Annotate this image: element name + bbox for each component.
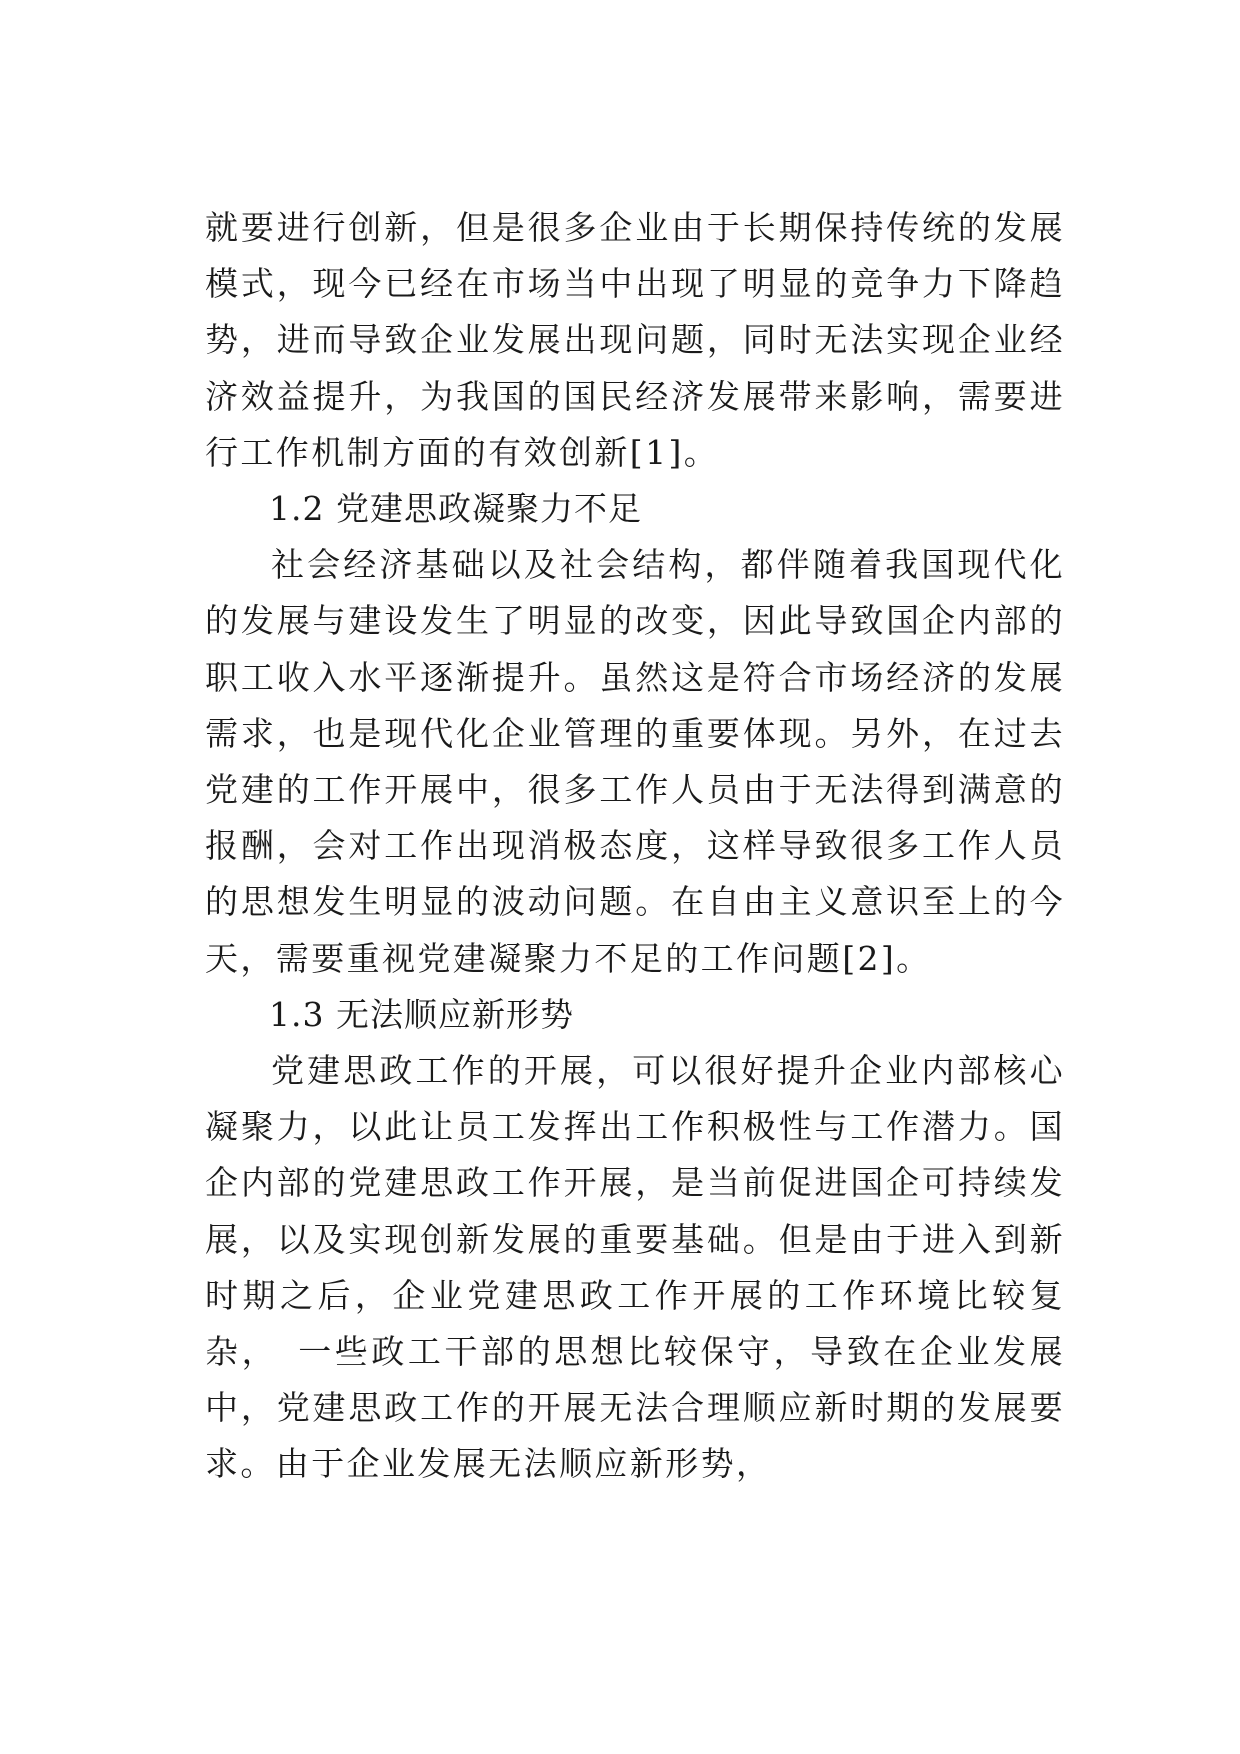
document-body — [205, 200, 1065, 1493]
section-heading-1-3: 1.3 无法顺应新形势 — [269, 994, 574, 1034]
paragraph-continuation: 就要进行创新，但是很多企业由于长期保持传统的发展模式，现今已经在市场当中出现了明显的竞争力下降趋势，进而导致企业发展出现问题，同时无法实现企业经济效益提升，为我国的国民经济发展带来影响，需要进行工作机制方面的有效创新[1]。 — [205, 208, 1065, 472]
paragraph-cohesion: 社会经济基础以及社会结构，都伴随着我国现代化的发展与建设发生了明显的改变，因此导致国企内部的职工收入水平逐渐提升。虽然这是符合市场经济的发展需求，也是现代化企业管理的重要体现。另外，在过去党建的工作开展中，很多工作人员由于无法得到满意的报酬，会对工作出现消极态度，这样导致很多工作人员的思想发生明显的波动问题。在自由主义意识至上的今天，需要重视党建凝聚力不足的工作问题[2]。 — [205, 545, 1065, 978]
paragraph-new-situation: 党建思政工作的开展，可以很好提升企业内部核心凝聚力，以此让员工发挥出工作积极性与工作潜力。国企内部的党建思政工作开展，是当前促进国企可持续发展，以及实现创新发展的重要基础。但是由于进入到新时期之后，企业党建思政工作开展的工作环境比较复杂， 一些政工干部的思想比较保守，导致在企业发展中，党建思政工作的开展无法合理顺应新时期的发展要求。由于企业发展无法顺应新形势， — [205, 1051, 1065, 1484]
section-heading-1-2: 1.2 党建思政凝聚力不足 — [269, 489, 642, 529]
